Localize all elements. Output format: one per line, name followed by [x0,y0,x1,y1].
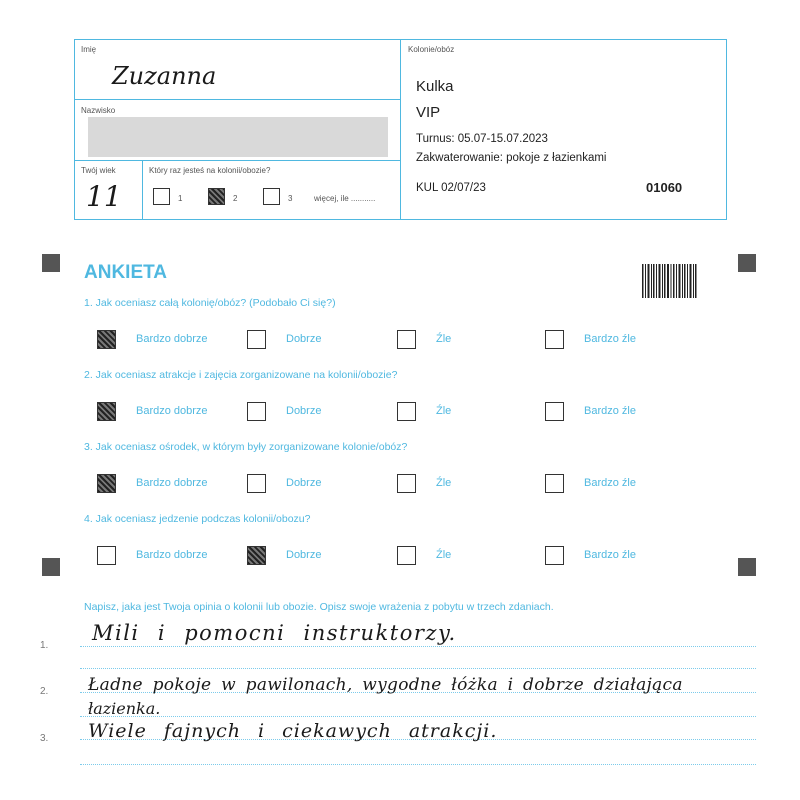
q1-option-3-checkbox[interactable] [397,330,416,349]
header-divider-1 [74,99,401,100]
age-label: Twój wiek [81,166,116,175]
q2-option-4-label: Bardzo źle [584,405,636,417]
answer-line-1 [80,646,756,647]
q4-option-4-checkbox[interactable] [545,546,564,565]
times-label: Który raz jesteś na kolonii/obozie? [149,166,271,175]
registration-mark-top-left [42,254,60,272]
q4-option-1-label: Bardzo dobrze [136,549,208,561]
accommodation: Zakwaterowanie: pokoje z łazienkami [416,152,607,164]
q3-option-4-label: Bardzo źle [584,477,636,489]
q4-option-3-checkbox[interactable] [397,546,416,565]
q3-option-1-checkbox[interactable] [97,474,116,493]
form-number: 01060 [646,180,683,195]
times-more: więcej, ile ........... [314,194,376,203]
answer-2[interactable]: Ładne pokoje w pawilonach, wygodne łóżka i dobrze działająca [88,675,683,695]
times-checkbox-3[interactable] [263,188,280,205]
q4-option-1-checkbox[interactable] [97,546,116,565]
header-divider-vertical [400,39,401,219]
answer-line-1b [80,668,756,669]
name-value: Zuzanna [112,62,217,90]
q2-option-1-label: Bardzo dobrze [136,405,208,417]
line-number-2: 2. [40,686,49,697]
registration-mark-bottom-left [42,558,60,576]
q2-option-3-label: Źle [436,405,452,417]
q3-option-3-label: Źle [436,477,452,489]
q4-option-2-checkbox[interactable] [247,546,266,565]
times-checkbox-1[interactable] [153,188,170,205]
q4-option-4-label: Bardzo źle [584,549,636,561]
survey-title: ANKIETA [84,262,168,283]
q1-option-2-checkbox[interactable] [247,330,266,349]
q2-option-4-checkbox[interactable] [545,402,564,421]
age-value: 11 [86,180,122,213]
answer-line-3b [80,764,756,765]
q1-option-3-label: Źle [436,333,452,345]
q1-option-1-label: Bardzo dobrze [136,333,208,345]
q3-option-4-checkbox[interactable] [545,474,564,493]
answer-2-continued[interactable]: łazienka. [88,699,161,718]
q4-option-2-label: Dobrze [286,549,322,561]
registration-mark-top-right [738,254,756,272]
line-number-3: 3. [40,733,49,744]
times-checkbox-2[interactable] [208,188,225,205]
turnus: Turnus: 05.07-15.07.2023 [416,133,548,145]
times-option-1: 1 [178,194,183,203]
q2-option-2-label: Dobrze [286,405,322,417]
answer-3[interactable]: Wiele fajnych i ciekawych atrakcji. [88,720,498,742]
surname-label: Nazwisko [81,106,116,115]
question-1: 1. Jak oceniasz całą kolonię/obóz? (Podobało Ci się?) [84,297,336,309]
answer-line-2b [80,716,756,717]
camp-name: Kulka [416,78,454,95]
line-number-1: 1. [40,640,49,651]
times-option-2: 2 [233,194,238,203]
answer-1[interactable]: Mili i pomocni instruktorzy. [92,621,457,645]
q2-option-2-checkbox[interactable] [247,402,266,421]
question-2: 2. Jak oceniasz atrakcje i zajęcia zorganizowane na kolonii/obozie? [84,369,398,381]
q1-option-4-label: Bardzo źle [584,333,636,345]
q1-option-2-label: Dobrze [286,333,322,345]
camp-type: VIP [416,104,441,121]
q2-option-3-checkbox[interactable] [397,402,416,421]
camp-label: Kolonie/obóz [408,45,455,54]
times-option-3: 3 [288,194,293,203]
registration-mark-bottom-right [738,558,756,576]
surname-redaction [88,117,388,157]
header-divider-2 [74,160,401,161]
q1-option-1-checkbox[interactable] [97,330,116,349]
q3-option-2-label: Dobrze [286,477,322,489]
barcode [642,264,698,298]
q3-option-3-checkbox[interactable] [397,474,416,493]
opinion-prompt: Napisz, jaka jest Twoja opinia o kolonii lub obozie. Opisz swoje wrażenia z pobytu w trzech zdaniach. [84,601,554,613]
q3-option-1-label: Bardzo dobrze [136,477,208,489]
question-4: 4. Jak oceniasz jedzenie podczas kolonii/obozu? [84,513,311,525]
q3-option-2-checkbox[interactable] [247,474,266,493]
question-3: 3. Jak oceniasz ośrodek, w którym były zorganizowane kolonie/obóz? [84,441,408,453]
name-label: Imię [81,45,97,54]
q2-option-1-checkbox[interactable] [97,402,116,421]
q1-option-4-checkbox[interactable] [545,330,564,349]
q4-option-3-label: Źle [436,549,452,561]
header-divider-3 [142,160,143,219]
camp-code: KUL 02/07/23 [416,182,486,194]
